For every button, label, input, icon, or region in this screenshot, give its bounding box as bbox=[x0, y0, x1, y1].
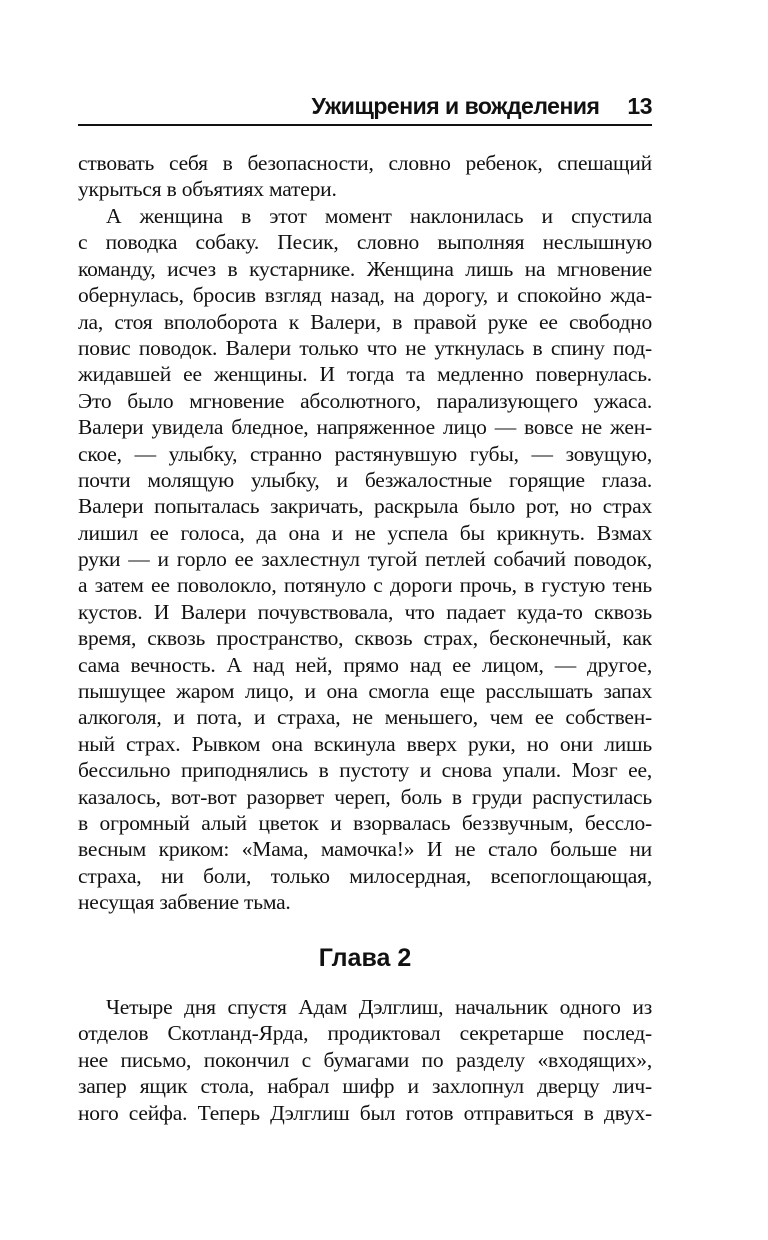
text-line: ское, — улыбку, странно растянувшую губы, — зовущую, bbox=[78, 441, 652, 466]
text-line: сама вечность. А над ней, прямо над ее лицом, — другое, bbox=[78, 652, 652, 677]
text-line: укрыться в объятиях матери. bbox=[78, 177, 337, 202]
text-line: повис поводок. Валери только что не уткнулась в спину под- bbox=[78, 335, 652, 360]
text-line: запер ящик стола, набрал шифр и захлопнул дверцу лич- bbox=[78, 1074, 652, 1099]
text-line: ла, стоя вполоборота к Валери, в правой руке ее свободно bbox=[78, 309, 652, 334]
paragraph-chapter-2 bbox=[78, 994, 652, 1126]
paragraph-attack bbox=[78, 203, 652, 916]
text-line: руки — и горло ее захлестнул тугой петлей собачий поводок, bbox=[78, 547, 652, 572]
text-line: с поводка собаку. Песик, словно выполняя неслышную bbox=[78, 230, 652, 255]
text-line: А женщина в этот момент наклонилась и спустила bbox=[106, 204, 652, 228]
running-header bbox=[78, 88, 652, 126]
text-line: Четыре дня спустя Адам Дэлглиш, начальник одного из bbox=[106, 995, 652, 1019]
text-line: нее письмо, покончил с бумагами по разделу «входящих», bbox=[78, 1047, 652, 1072]
chapter-title: Глава 2 bbox=[318, 944, 412, 972]
text-line: Валери увидела бледное, напряженное лицо — вовсе не жен- bbox=[78, 415, 652, 440]
page-number: 13 bbox=[627, 92, 652, 119]
text-line: казалось, вот-вот разорвет череп, боль в груди распустилась bbox=[78, 784, 652, 809]
text-line: а затем ее поволокло, потянуло с дороги прочь, в густую тень bbox=[78, 573, 652, 598]
text-line: Валери попыталась закричать, раскрыла было рот, но страх bbox=[78, 494, 652, 519]
text-line: отделов Скотланд-Ярда, продиктовал секретарше послед- bbox=[78, 1021, 652, 1046]
text-line: ного сейфа. Теперь Дэлглиш был готов отправиться в двух- bbox=[78, 1100, 652, 1125]
text-line: в огромный алый цветок и взорвалась беззвучным, бессло- bbox=[78, 810, 652, 835]
paragraph-continued bbox=[78, 150, 652, 203]
text-line: пышущее жаром лицо, и она смогла еще расслышать запах bbox=[78, 679, 652, 704]
text-line: обернулась, бросив взгляд назад, на дорогу, и спокойно жда- bbox=[78, 283, 652, 308]
text-line: время, сквозь пространство, сквозь страх, бесконечный, как bbox=[78, 626, 652, 651]
text-line: алкоголя, и пота, и страха, не меньшего, чем ее собствен- bbox=[78, 705, 652, 730]
running-title: Ужищрения и вожделения bbox=[311, 92, 600, 119]
text-line: весным криком: «Мама, мамочка!» И не стало больше ни bbox=[78, 837, 652, 862]
text-line: Это было мгновение абсолютного, парализующего ужаса. bbox=[78, 388, 652, 413]
text-line: ный страх. Рывком она вскинула вверх руки, но они лишь bbox=[78, 731, 652, 756]
text-line: бессильно приподнялись в пустоту и снова упали. Мозг ее, bbox=[78, 758, 652, 783]
text-line: лишил ее голоса, да она и не успела бы крикнуть. Взмах bbox=[78, 520, 652, 545]
text-line: страха, ни боли, только милосердная, всепоглощающая, bbox=[78, 863, 652, 888]
text-line: ствовать себя в безопасности, словно ребенок, спешащий bbox=[78, 151, 652, 175]
text-line: жидавшей ее женщины. И тогда та медленно повернулась. bbox=[78, 362, 652, 387]
text-line: несущая забвение тьма. bbox=[78, 890, 291, 915]
text-line: почти молящую улыбку, и безжалостные горящие глаза. bbox=[78, 467, 652, 492]
text-line: команду, исчез в кустарнике. Женщина лишь на мгновение bbox=[78, 256, 652, 281]
text-line: кустов. И Валери почувствовала, что падает куда-то сквозь bbox=[78, 599, 652, 624]
